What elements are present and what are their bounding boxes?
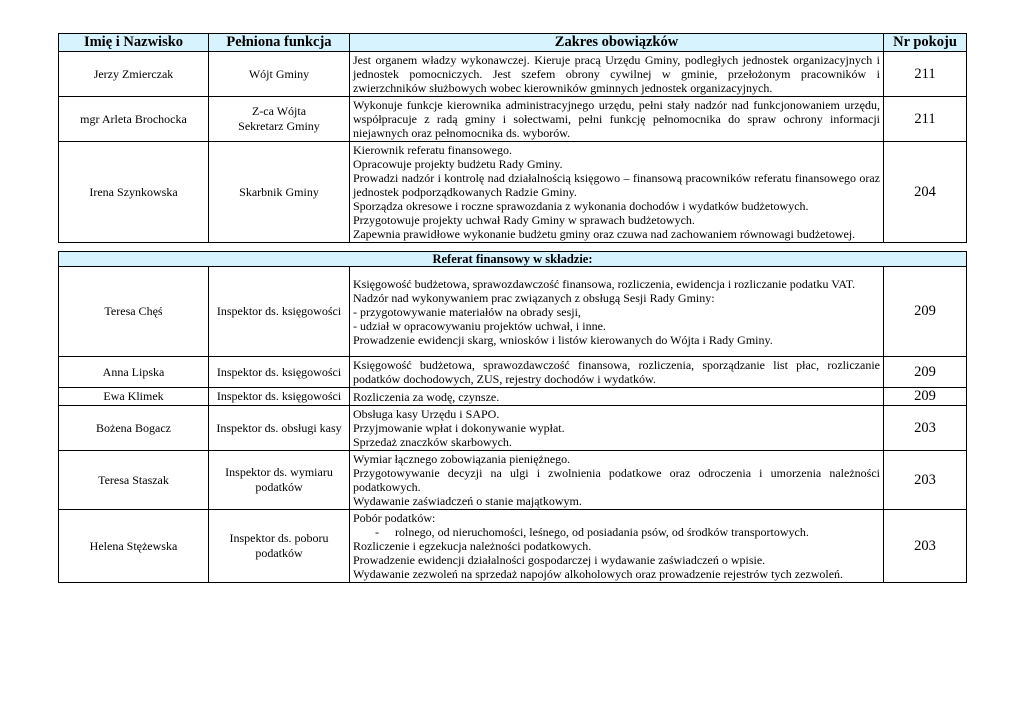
person-duties — [350, 388, 884, 406]
duty-line: Sprzedaż znaczków skarbowych. — [353, 435, 512, 449]
person-function — [209, 97, 350, 142]
header-name: Imię i Nazwisko — [59, 34, 209, 52]
person-function: Skarbnik Gminy — [209, 142, 350, 243]
room-number: 203 — [884, 510, 967, 583]
person-function: Inspektor ds. poboru podatków — [209, 510, 350, 583]
duty-line: - udział w opracowywaniu projektów uchwał, i inne. — [353, 318, 606, 333]
table-row — [59, 52, 967, 97]
person-duties — [350, 357, 884, 388]
referat-table — [58, 251, 967, 583]
table-row — [59, 388, 967, 406]
duty-line: Wymiar łącznego zobowiązania pieniężnego. — [353, 452, 571, 466]
table-row — [59, 267, 967, 357]
function-line: Sekretarz Gminy — [238, 119, 320, 133]
duty-line: Jest organem władzy wykonawczej. Kieruje pracą Urzędu Gminy, podległych jednostek organizacyjnych i jednostek pomocniczych. Jest szefem obrony cywilnej w gminie, przełożonym pracowników i zwierzchników służbowych wobec kierowników gminnych jednostek organizacyjnych. — [353, 53, 880, 95]
person-duties — [350, 451, 884, 510]
person-name: Jerzy Zmierczak — [59, 52, 209, 97]
duty-line: Wydawanie zaświadczeń o stanie majątkowym. — [353, 494, 582, 508]
person-function: Inspektor ds. księgowości — [209, 357, 350, 388]
room-number: 211 — [884, 97, 967, 142]
person-function: Inspektor ds. księgowości — [209, 267, 350, 357]
person-duties — [350, 142, 884, 243]
person-name: Bożena Bogacz — [59, 406, 209, 451]
duty-line: Księgowość budżetowa, sprawozdawczość finansowa, rozliczenia, sporządzanie list płac, rozliczanie podatków dochodowych, ZUS, rejestry dochodów i wydatków. — [353, 358, 880, 386]
person-duties — [350, 406, 884, 451]
person-name: mgr Arleta Brochocka — [59, 97, 209, 142]
room-number: 209 — [884, 388, 967, 406]
duty-line: Kierownik referatu finansowego. — [353, 143, 512, 157]
duty-line: Prowadzenie ewidencji skarg, wniosków i listów kierowanych do Wójta i Rady Gminy. — [353, 332, 773, 347]
duty-line: Wykonuje funkcje kierownika administracyjnego urzędu, pełni stały nadzór nad funkcjonowaniem urzędu, współpracuje z radą gminy i sołectwami, pełni funkcję pełnomocnika do spraw ochrony informacji niejawnych oraz pełnomocnika ds. wyborów. — [353, 98, 880, 140]
person-name: Teresa Staszak — [59, 451, 209, 510]
person-name: Irena Szynkowska — [59, 142, 209, 243]
duty-line: Rozliczenia za wodę, czynsze. — [353, 389, 500, 404]
duty-line: Przyjmowanie wpłat i dokonywanie wypłat. — [353, 421, 565, 435]
room-number: 204 — [884, 142, 967, 243]
person-name: Ewa Klimek — [59, 388, 209, 406]
table-row — [59, 357, 967, 388]
person-duties — [350, 97, 884, 142]
duty-line: Przygotowuje projekty uchwał Rady Gminy w sprawach budżetowych. — [353, 213, 695, 227]
duty-line: Rozliczenie i egzekucja należności podatkowych. — [353, 539, 592, 553]
person-duties — [350, 510, 884, 583]
function-line: Z-ca Wójta — [251, 104, 307, 118]
duty-line: Nadzór nad wykonywaniem prac związanych z obsługą Sesji Rady Gminy: — [353, 290, 715, 305]
person-duties — [350, 52, 884, 97]
room-number: 203 — [884, 451, 967, 510]
room-number: 209 — [884, 267, 967, 357]
table-row — [59, 97, 967, 142]
duty-line: rolnego, od nieruchomości, leśnego, od posiadania psów, od środków transportowych. — [395, 525, 809, 539]
duty-line: Zapewnia prawidłowe wykonanie budżetu gminy oraz czuwa nad zachowaniem równowagi budżetowej. — [353, 227, 856, 241]
section-row — [59, 252, 967, 267]
person-function: Inspektor ds. obsługi kasy — [209, 406, 350, 451]
duty-bullet-line — [353, 525, 880, 539]
duty-line: Przygotowywanie decyzji na ulgi i zwolnienia podatkowe oraz odroczenia i umorzenia należności podatkowych. — [353, 466, 880, 494]
dash-bullet: - — [375, 525, 379, 539]
person-name: Helena Stężewska — [59, 510, 209, 583]
table-row — [59, 510, 967, 583]
duty-line: Prowadzi nadzór i kontrolę nad działalnością księgowo – finansową pracowników referatu finansowego oraz jednostek podporządkowanych Radzie Gminy. — [353, 171, 880, 199]
table-row — [59, 451, 967, 510]
room-number: 203 — [884, 406, 967, 451]
duty-line: Prowadzenie ewidencji działalności gospodarczej i wydawanie zaświadczeń o wpisie. — [353, 553, 766, 567]
person-function: Inspektor ds. wymiaru podatków — [209, 451, 350, 510]
table-row — [59, 142, 967, 243]
officials-table — [58, 33, 967, 243]
room-number: 211 — [884, 52, 967, 97]
duty-line: Opracowuje projekty budżetu Rady Gminy. — [353, 157, 563, 171]
person-function: Inspektor ds. księgowości — [209, 388, 350, 406]
duty-line: Księgowość budżetowa, sprawozdawczość finansowa, rozliczenia, ewidencja i rozliczanie podatku VAT. — [353, 276, 856, 291]
person-name: Anna Lipska — [59, 357, 209, 388]
person-name: Teresa Chęś — [59, 267, 209, 357]
table-row — [59, 406, 967, 451]
duty-line: Wydawanie zezwoleń na sprzedaż napojów alkoholowych oraz prowadzenie rejestrów tych zezwoleń. — [353, 567, 844, 581]
person-duties — [350, 267, 884, 357]
header-function: Pełniona funkcja — [209, 34, 350, 52]
header-row — [59, 34, 967, 52]
duty-line: Sporządza okresowe i roczne sprawozdania z wykonania dochodów i wydatków budżetowych. — [353, 199, 809, 213]
duty-line: - przygotowywanie materiałów na obrady sesji, — [353, 304, 581, 319]
section-title: Referat finansowy w składzie: — [59, 252, 967, 267]
header-duties: Zakres obowiązków — [350, 34, 884, 52]
duty-line: Pobór podatków: — [353, 511, 436, 525]
duty-line: Obsługa kasy Urzędu i SAPO. — [353, 407, 500, 421]
room-number: 209 — [884, 357, 967, 388]
person-function: Wójt Gminy — [209, 52, 350, 97]
header-room: Nr pokoju — [884, 34, 967, 52]
